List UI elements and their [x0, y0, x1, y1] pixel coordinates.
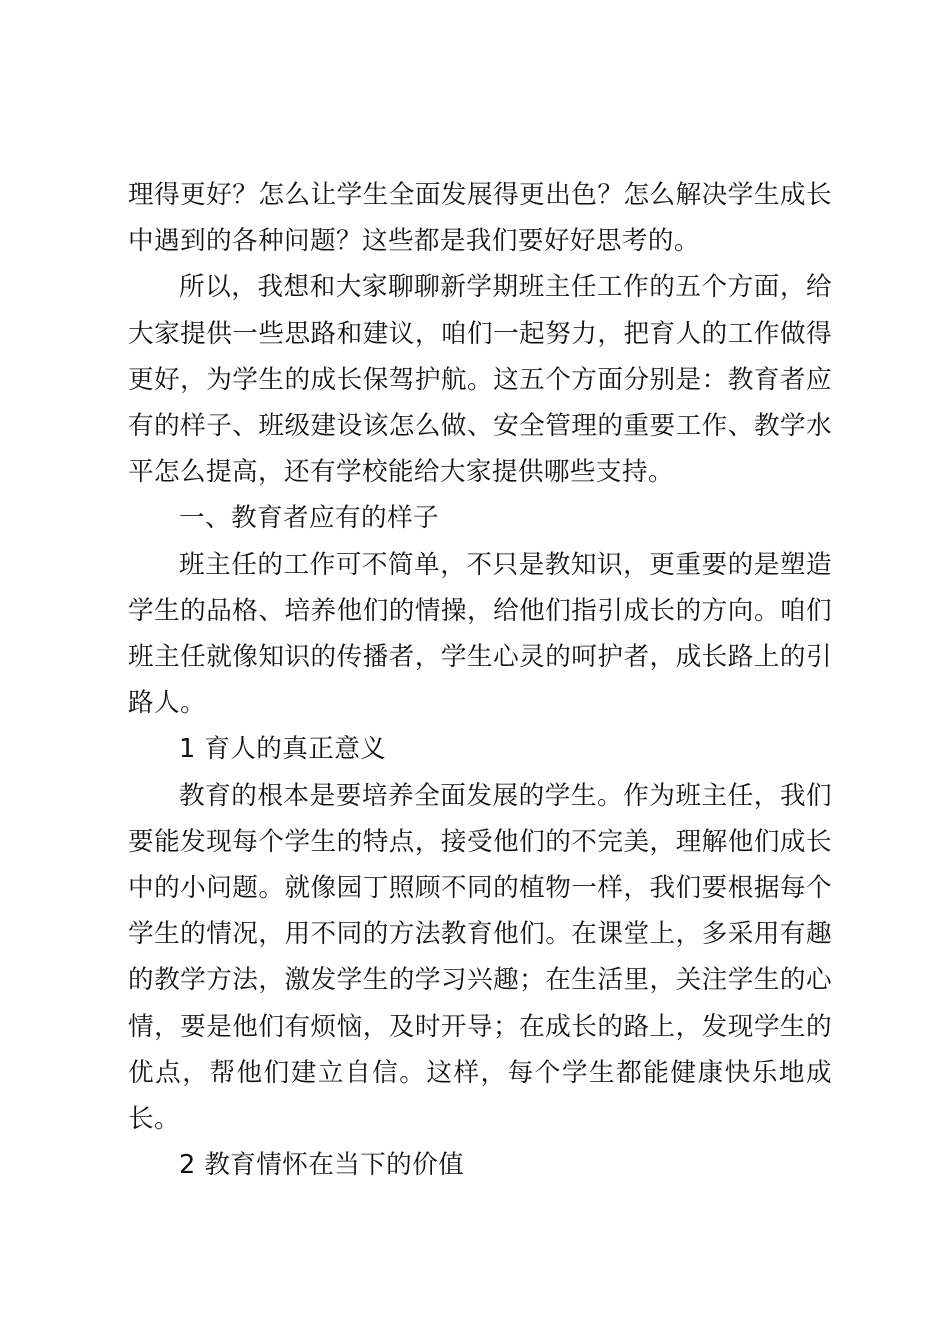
paragraph-continuation: 理得更好？怎么让学生全面发展得更出色？怎么解决学生成长中遇到的各种问题？这些都是我们要好好思考的。 [128, 180, 832, 257]
subheading-2: 2 教育情怀在当下的价值 [179, 1150, 465, 1181]
document-body [128, 172, 832, 1188]
subheading-1: 1 育人的真正意义 [179, 734, 387, 765]
section-heading-1: 一、教育者应有的样子 [179, 503, 439, 534]
paragraph-five-aspects: 所以，我想和大家聊聊新学期班主任工作的五个方面，给大家提供一些思路和建议，咱们一起努力，把育人的工作做得更好，为学生的成长保驾护航。这五个方面分别是：教育者应有的样子、班级建设该怎么做、安全管理的重要工作、教学水平怎么提高，还有学校能给大家提供哪些支持。 [128, 272, 832, 488]
paragraph-class-teacher-role: 班主任的工作可不简单，不只是教知识，更重要的是塑造学生的品格、培养他们的情操，给他们指引成长的方向。咱们班主任就像知识的传播者，学生心灵的呵护者，成长路上的引路人。 [128, 549, 832, 719]
paragraph-education-meaning: 教育的根本是要培养全面发展的学生。作为班主任，我们要能发现每个学生的特点，接受他们的不完美，理解他们成长中的小问题。就像园丁照顾不同的植物一样，我们要根据每个学生的情况，用不同的方法教育他们。在课堂上，多采用有趣的教学方法，激发学生的学习兴趣；在生活里，关注学生的心情，要是他们有烦恼，及时开导；在成长的路上，发现学生的优点，帮他们建立自信。这样，每个学生都能健康快乐地成长。 [128, 780, 832, 1135]
